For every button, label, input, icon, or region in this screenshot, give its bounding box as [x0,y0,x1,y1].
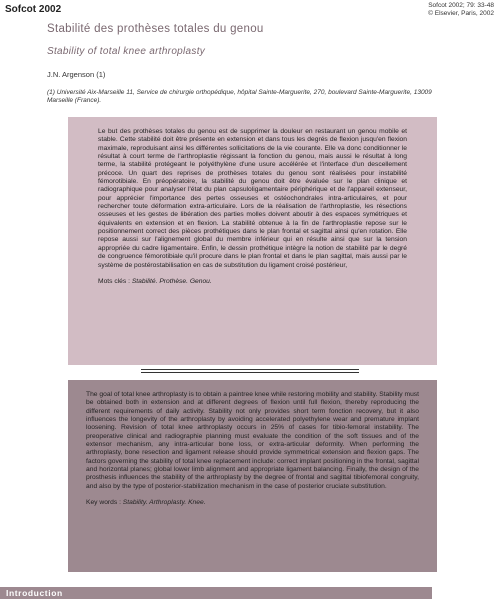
citation-block [428,2,494,18]
abstract-fr-text: Le but des prothèses totales du genou est de supprimer la douleur en restaurant un genou mobile et stable. Cette stabilité doit être présente en extension et dans tous les degrés de flexion jusqu'en flexion maximale, reproduisant ainsi les différentes sollicitations de la vie courante. Elle va donc conditionner le résultat à court terme de l'arthroplastie régissant la fonction du genou, mais aussi le résultat à long terme, la stabilité protégeant le polyéthylène d'une usure accélérée et l'interface d'un descellement précoce. Un quart des reprises de prothèses totales du genou sont réalisées pour instabilité fémorotibiale. En préopératoire, la stabilité du genou doit être évaluée sur le plan clinique et radiographique pour analyser l'état du plan capsuloligamentaire périphérique et de l'appareil extenseur, pour apprécier l'importance des pertes osseuses et ostéochondrales intra-articulaires, et pour rechercher toute déformation extra-articulaire. Lors de la réalisation de l'arthroplastie, les résections osseuses et les gestes de libération des parties molles doivent aboutir à des espaces symétriques et équivalents en extension et en flexion. La stabilité obtenue à la fin de l'arthroplastie repose sur le positionnement correct des pièces prothétiques dans le plan frontal et sagittal ainsi qu'en rotation. Elle repose aussi sur l'alignement global du membre inférieur qui en résulte ainsi que sur la tension appropriée du cadre ligamentaire. Enfin, le dessin prothétique intègre la notion de stabilité par le degré de congruence fémorotibiale qu'il procure dans le plan frontal et dans le plan sagittal, mais aussi par le système de postérostabilisation en cas de substitution du ligament croisé postérieur, [98,128,407,269]
article-title-en: Stability of total knee arthroplasty [47,46,206,57]
keywords-fr-label: Mots clés : [98,277,130,285]
divider-line [141,372,359,373]
author-line: J.N. Argenson (1) [47,70,106,79]
article-title-fr: Stabilité des prothèses totales du genou [47,23,264,35]
keywords-en-label: Key words : [86,499,121,507]
keywords-fr [98,278,407,286]
keywords-en [86,499,419,507]
abstract-english [68,380,437,572]
citation-line: Sofcot 2002; 79: 33-48 [428,2,494,9]
abstract-en-text: The goal of total knee arthroplasty is to obtain a paintree knee while restoring mobility and stability. Stability must be obtained both in extension and at different degrees of flexion until full flexion, thereby reproducing the different requirements of daily activity. Stability not only provides short term fonction recovery, but it also influences the longevity of the arthroplasty by avoiding accelerated polyethylene wear and premature implant loosening. Revision of total knee arthroplasty occurs in 25% of cases for tibio-femoral instability. The preoperative clinical and radiographie planning must evaluate the condition of the soft tissues and of the extensor mechanism, any intra-articular bone loss, or extra-articular deformity. When performing the arthroplasty, bone resection and ligament release should provide symmetrical extension and flexion gaps. The factors governing the stability of total knee replacement include: correct implant positioning in the frontal, sagittal and horizontal planes; global lower limb alignment and appropriate ligament balancing. Finally, the design of the prosthesis influences the stability of the arthroplasty by the degree of frontal and sagittal tibiofemoral congruity, and also by the type of posterior-stabilization mechanism in the case of posterior cruciate substitution. [86,391,419,490]
abstract-french [68,117,437,365]
section-heading-introduction: Introduction [0,587,432,599]
keywords-fr-values: Stabilité. Prothèse. Genou. [131,277,212,285]
keywords-en-values: Stability. Arthroplasty. Knee. [122,499,206,507]
journal-name: Sofcot 2002 [5,4,62,15]
affiliation: (1) Université Aix-Marseille 11, Service de chirurgie orthopédique, hôpital Sainte-Marguerite, 270, boulevard Sainte-Marguerite, 13009 Marseille (France). [47,89,432,104]
divider-line [141,369,359,370]
copyright-line: © Elsevier, Paris, 2002 [428,10,494,17]
